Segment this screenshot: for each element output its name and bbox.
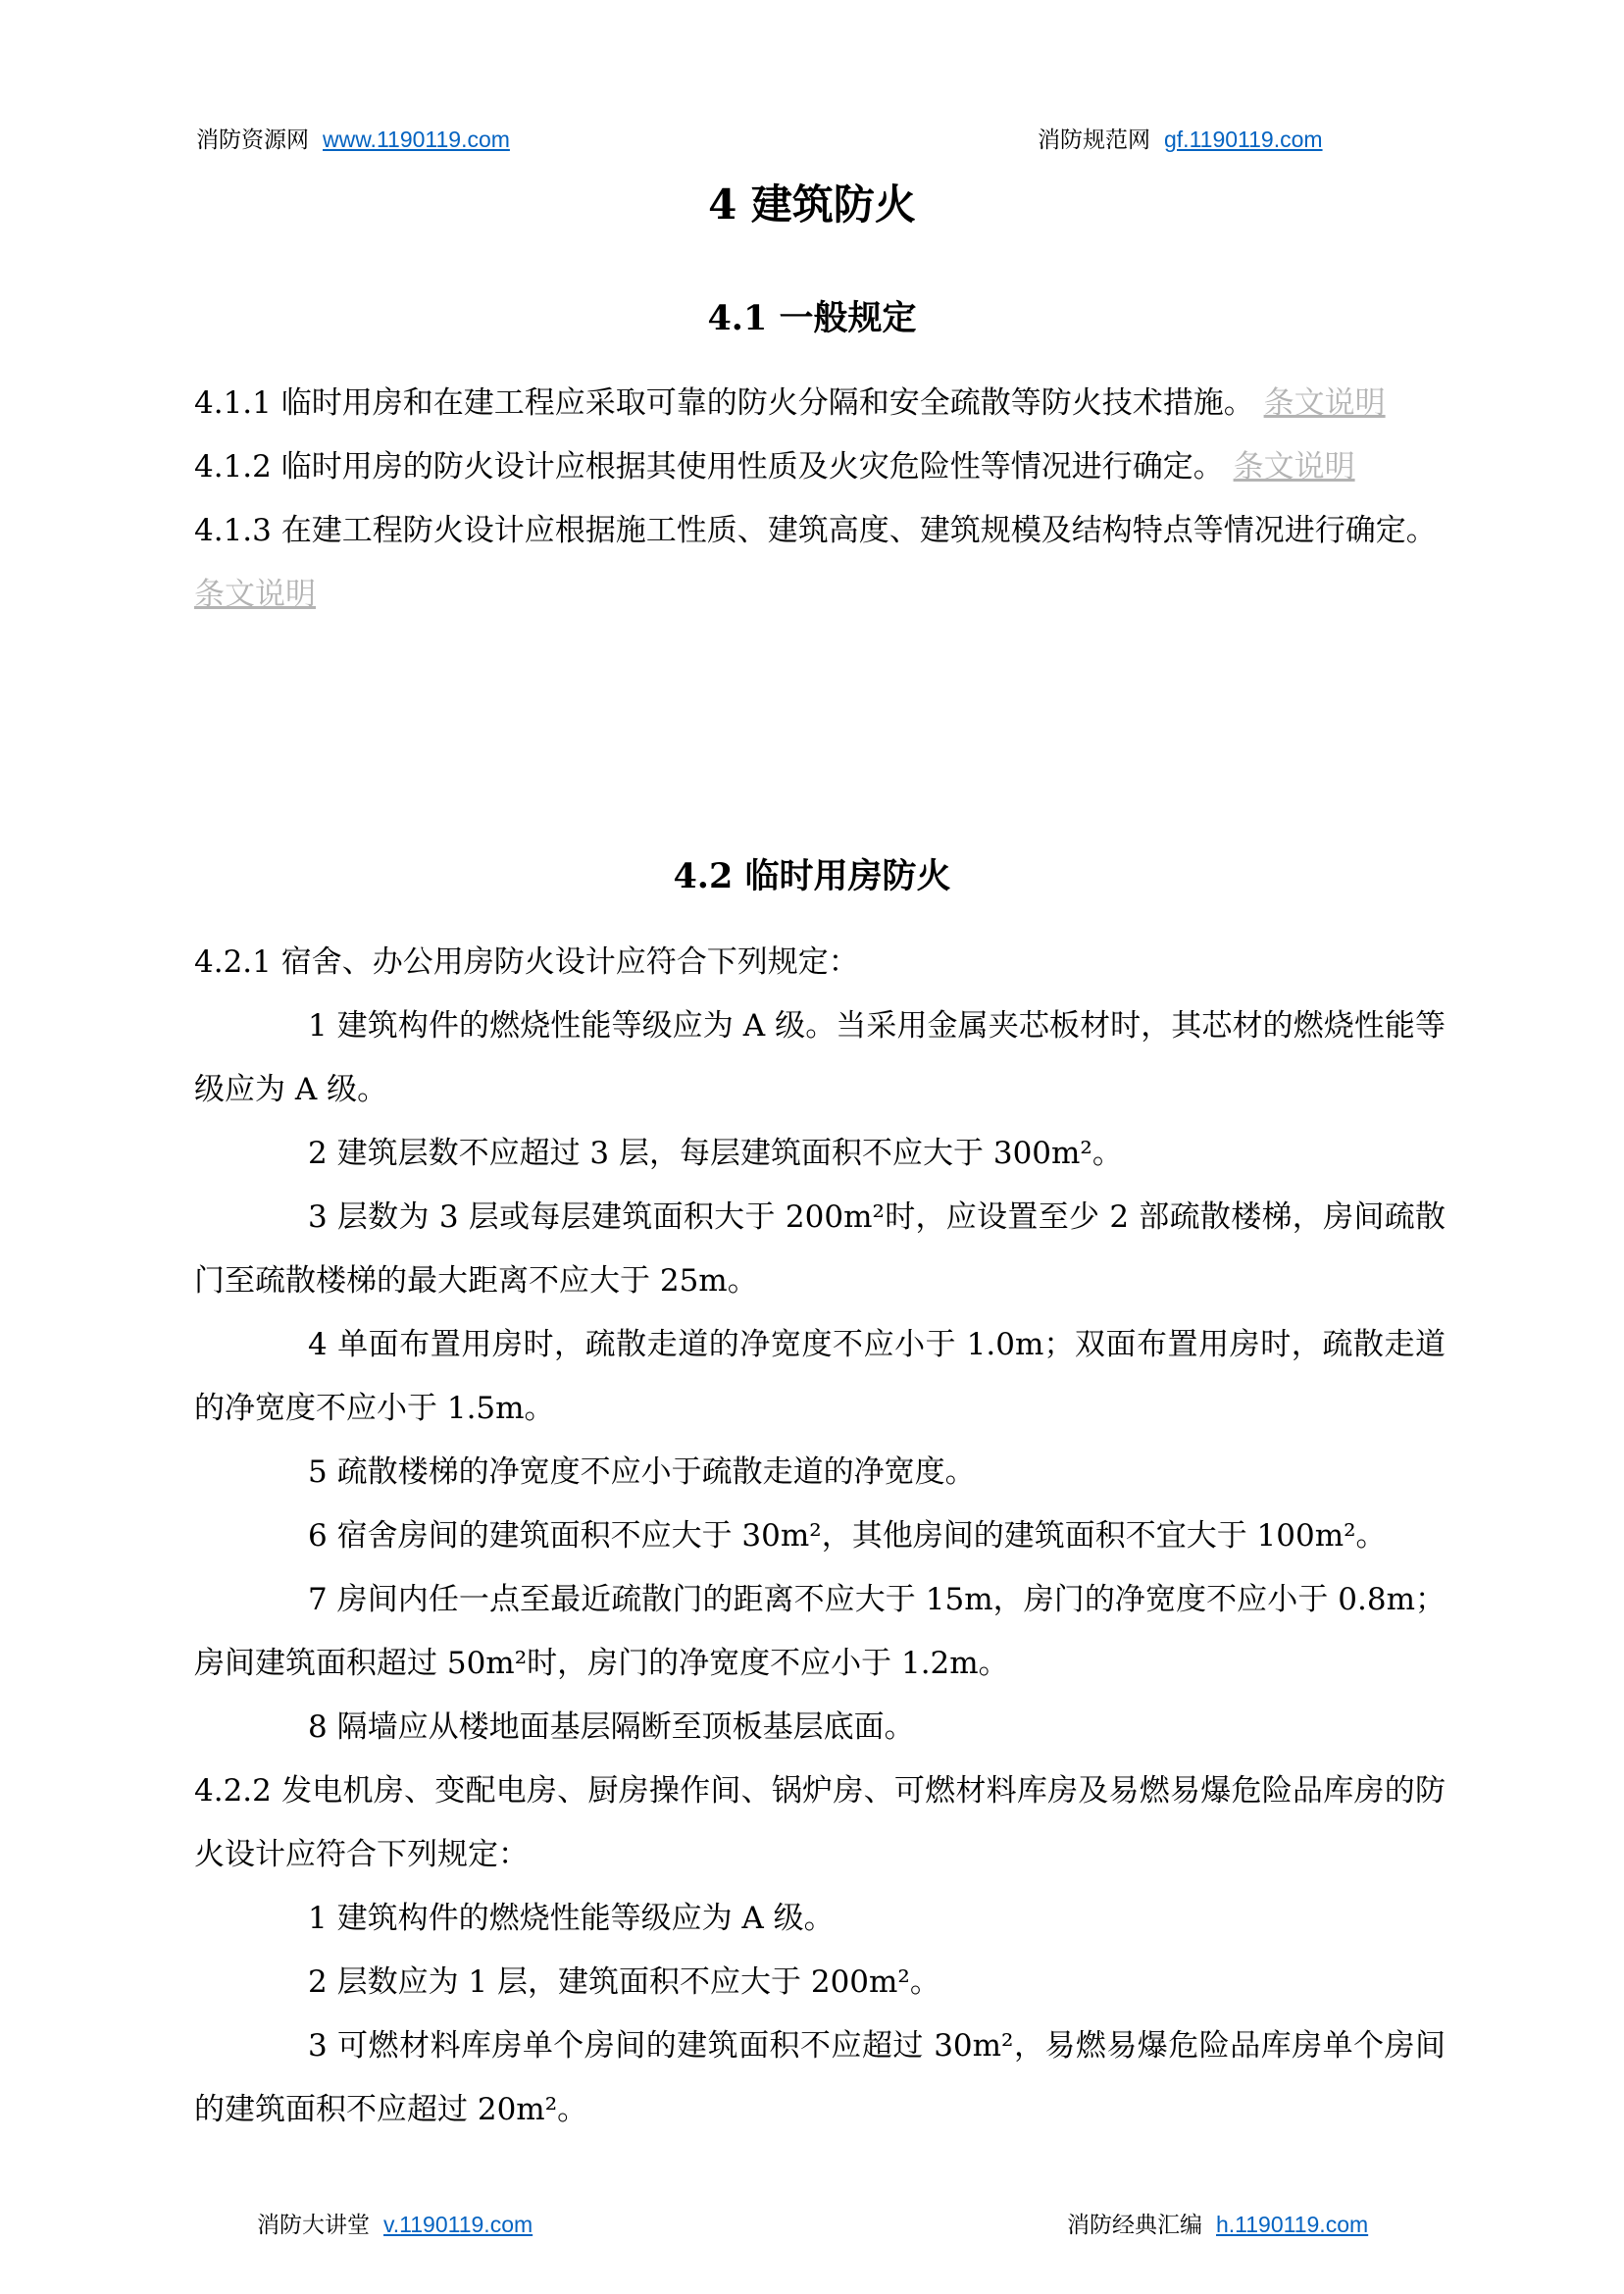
footer-left: [257, 2207, 533, 2239]
header-right-label: 消防规范网: [1038, 127, 1150, 153]
clause-4-1-1: [194, 372, 1446, 435]
footer-left-link[interactable]: v.1190119.com: [383, 2212, 533, 2237]
list-item: 5 疏散楼梯的净宽度不应小于疏散走道的净宽度。: [308, 1454, 976, 1490]
header-left-link[interactable]: www.1190119.com: [323, 127, 510, 152]
section-4-1-body: [194, 372, 1446, 627]
clause-4-1-3-note-line: [194, 563, 1446, 627]
clause-note-link[interactable]: 条文说明: [194, 577, 316, 612]
header-left-label: 消防资源网: [196, 127, 309, 153]
section-title-4-1: 4.1 一般规定: [707, 298, 917, 338]
clause-4-1-1-text: 4.1.1 临时用房和在建工程应采取可靠的防火分隔和安全疏散等防火技术措施。: [194, 385, 1264, 421]
clause-note-link[interactable]: 条文说明: [1263, 385, 1386, 421]
clause-4-1-2-text: 4.1.2 临时用房的防火设计应根据其使用性质及火灾危险性等情况进行确定。: [194, 449, 1234, 484]
clause-4-2-2: 4.2.2 发电机房、变配电房、厨房操作间、锅炉房、可燃材料库房及易燃易爆危险品库房的防火设计应符合下列规定：: [194, 1773, 1446, 1872]
section-title-4-2: 4.2 临时用房防火: [673, 856, 951, 896]
list-item: 2 建筑层数不应超过 3 层，每层建筑面积不应大于 300m²。: [308, 1136, 1123, 1171]
list-item: 3 层数为 3 层或每层建筑面积大于 200m²时，应设置至少 2 部疏散楼梯，房间疏散门至疏散楼梯的最大距离不应大于 25m。: [194, 1199, 1446, 1299]
footer-right: [1067, 2207, 1368, 2239]
chapter-title: 4 建筑防火: [708, 180, 916, 229]
header-left: [196, 122, 510, 154]
list-item: 1 建筑构件的燃烧性能等级应为 A 级。: [308, 1901, 835, 1936]
section-4-2-body: [194, 931, 1446, 2142]
clause-4-1-3: 4.1.3 在建工程防火设计应根据施工性质、建筑高度、建筑规模及结构特点等情况进行确定。: [194, 513, 1437, 548]
footer-left-label: 消防大讲堂: [257, 2213, 370, 2238]
clause-4-2-1: 4.2.1 宿舍、办公用房防火设计应符合下列规定：: [194, 944, 859, 980]
list-item: 3 可燃材料库房单个房间的建筑面积不应超过 30m²，易燃易爆危险品库房单个房间的建筑面积不应超过 20m²。: [194, 2028, 1446, 2127]
list-item: 8 隔墙应从楼地面基层隔断至顶板基层底面。: [308, 1709, 915, 1745]
clause-note-link[interactable]: 条文说明: [1233, 449, 1355, 484]
footer-right-label: 消防经典汇编: [1067, 2213, 1202, 2238]
list-item: 7 房间内任一点至最近疏散门的距离不应大于 15m，房门的净宽度不应小于 0.8m；房间建筑面积超过 50m²时，房门的净宽度不应小于 1.2m。: [194, 1582, 1446, 1681]
footer-right-link[interactable]: h.1190119.com: [1216, 2212, 1369, 2237]
header-right: [1038, 122, 1323, 154]
list-item: 2 层数应为 1 层，建筑面积不应大于 200m²。: [308, 1964, 940, 2000]
list-item: 4 单面布置用房时，疏散走道的净宽度不应小于 1.0m；双面布置用房时，疏散走道的净宽度不应小于 1.5m。: [194, 1327, 1446, 1426]
header-right-link[interactable]: gf.1190119.com: [1164, 127, 1323, 152]
list-item: 1 建筑构件的燃烧性能等级应为 A 级。当采用金属夹芯板材时，其芯材的燃烧性能等级应为 A 级。: [194, 1008, 1446, 1107]
clause-4-1-2: [194, 435, 1446, 499]
list-item: 6 宿舍房间的建筑面积不应大于 30m²，其他房间的建筑面积不宜大于 100m²。: [308, 1518, 1387, 1554]
